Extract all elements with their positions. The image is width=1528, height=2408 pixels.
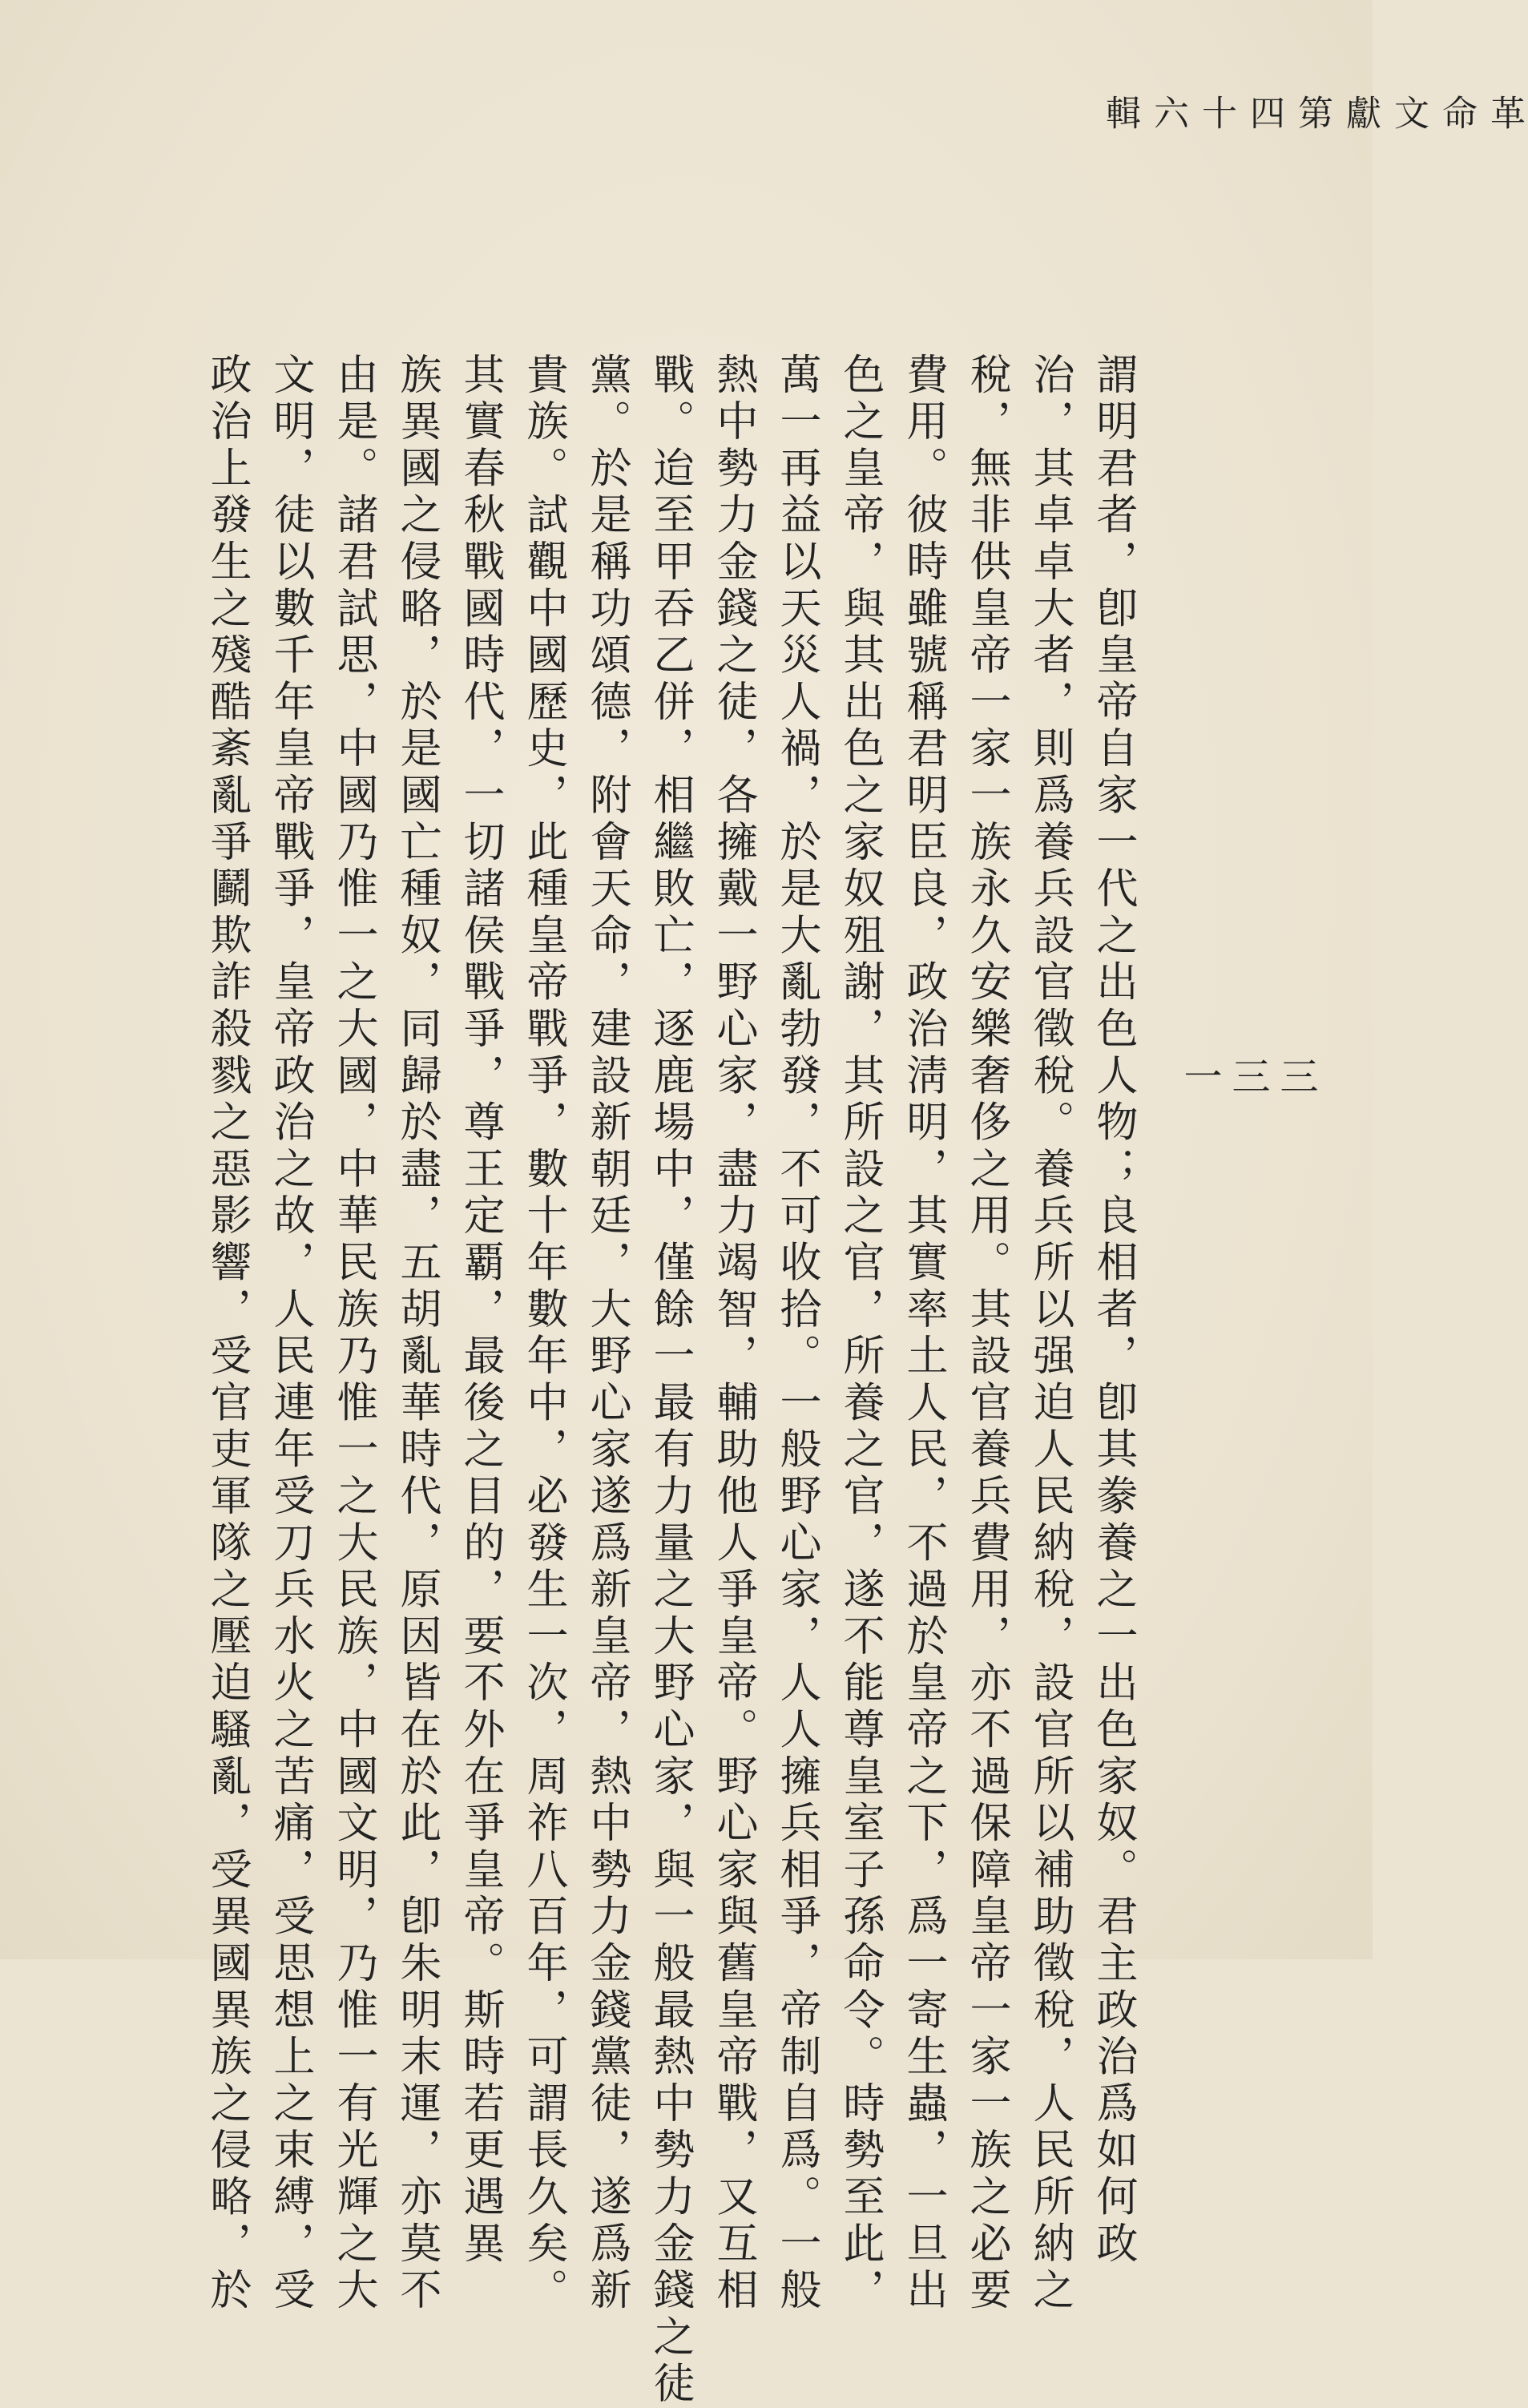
text-column: 貴族。試觀中國歷史，此種皇帝戰爭，數十年數年中，必發生一次，周祚八百年，可謂長久矣。 xyxy=(519,353,567,2315)
text-column: 費用。彼時雖號稱君明臣良，政治淸明，其實率土人民，不過於皇帝之下，爲一寄生蟲，一旦出 xyxy=(899,353,947,2315)
body-text xyxy=(195,353,1144,2408)
text-column: 謂明君者，卽皇帝自家一代之出色人物；良相者，卽其豢養之一出色家奴。君主政治爲如何政 xyxy=(1089,353,1137,2269)
text-column: 其實春秋戰國時代，一切諸侯戰爭，尊王定覇，最後之目的，要不外在爭皇帝。斯時若更遇異 xyxy=(456,353,504,2269)
text-column: 色之皇帝，與其出色之家奴殂謝，其所設之官，所養之官，遂不能尊皇室子孫命令。時勢至此， xyxy=(836,353,884,2315)
text-column: 萬一再益以天災人禍，於是大亂勃發，不可收拾。一般野心家，人人擁兵相爭，帝制自爲。一般 xyxy=(772,353,820,2315)
page-number: 三三一 xyxy=(1177,1056,1318,1098)
text-column: 族異國之侵略，於是國亡種奴，同歸於盡，五胡亂華時代，原因皆在於此，卽朱明末運，亦莫不 xyxy=(393,353,441,2315)
text-column: 戰。迨至甲吞乙併，相繼敗亡，逐鹿場中，僅餘一最有力量之大野心家，與一般最熱中勢力金錢之徒 xyxy=(646,353,694,2408)
text-column: 治，其卓卓大者，則爲養兵設官徵稅。養兵所以强迫人民納稅，設官所以補助徵稅，人民所納之 xyxy=(1026,353,1074,2315)
text-column: 由是。諸君試思，中國乃惟一之大國，中華民族乃惟一之大民族，中國文明，乃惟一有光輝之大 xyxy=(329,353,377,2315)
book-title: 革命文獻第四十六輯 xyxy=(1099,95,1525,131)
text-column: 文明，徒以數千年皇帝戰爭，皇帝政治之故，人民連年受刀兵水火之苦痛，受思想上之束縛，受 xyxy=(266,353,314,2315)
text-column: 政治上發生之殘酷紊亂爭鬬欺詐殺戮之惡影響，受官吏軍隊之壓迫騷亂，受異國異族之侵略，於 xyxy=(203,353,251,2315)
text-column: 黨。於是稱功頌德，附會天命，建設新朝廷，大野心家遂爲新皇帝，熱中勢力金錢黨徒，遂爲新 xyxy=(583,353,631,2315)
text-column: 熱中勢力金錢之徒，各擁戴一野心家，盡力竭智，輔助他人爭皇帝。野心家與舊皇帝戰，又互相 xyxy=(709,353,757,2315)
text-column: 稅，無非供皇帝一家一族永久安樂奢侈之用。其設官養兵費用，亦不過保障皇帝一家一族之必要 xyxy=(962,353,1010,2315)
